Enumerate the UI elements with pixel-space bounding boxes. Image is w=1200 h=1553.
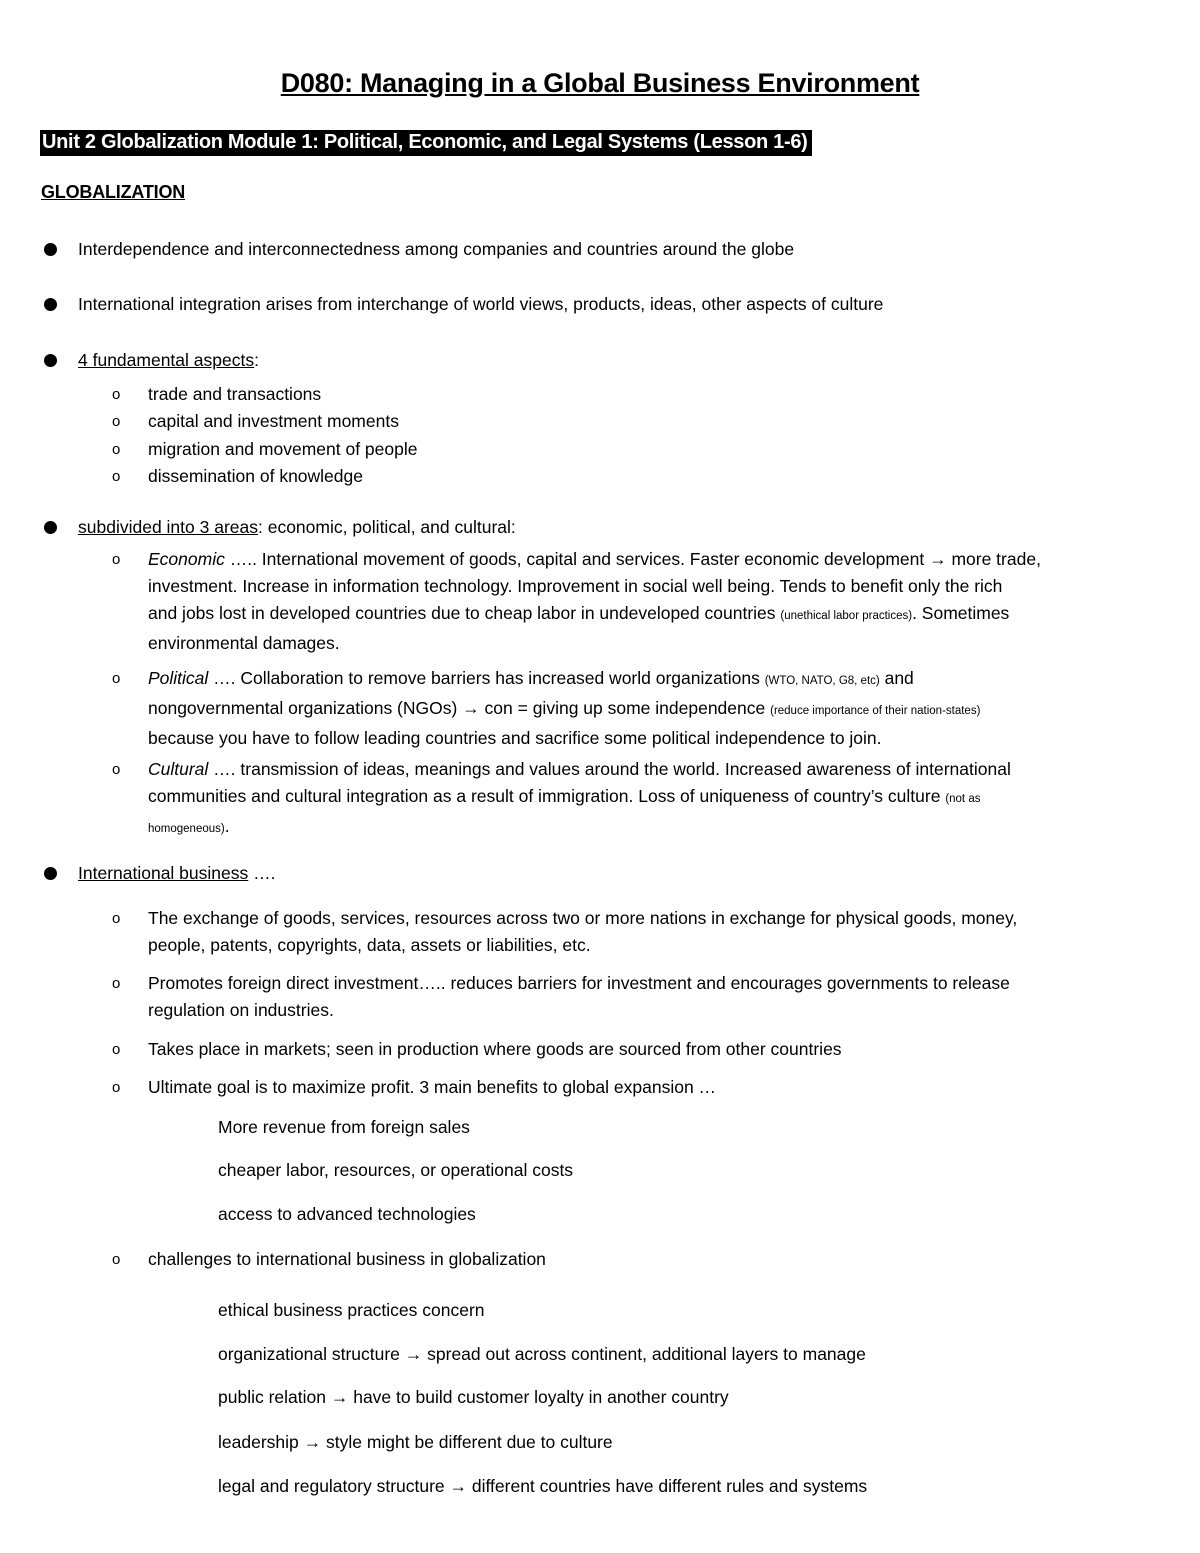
text-line: …. transmission of ideas, meanings and values around the world. Increased awareness of international [208,759,1011,779]
area-name: Cultural [148,759,209,779]
circle-marker-icon: o [112,441,121,458]
text-line: …. Collaboration to remove barriers has increased world organizations [208,668,765,688]
text-line: and [879,668,914,688]
benefit-item: access to advanced technologies [218,1204,476,1224]
benefit-item: cheaper labor, resources, or operational costs [218,1160,574,1180]
text-line: The exchange of goods, services, resources across two or more nations in exchange for physical goods, money, [148,908,1018,928]
bullet-suffix: : [254,350,259,370]
circle-marker-icon: o [112,1041,121,1058]
text-line: communities and cultural integration as a result of immigration. Loss of uniqueness of country’s culture [148,786,946,806]
bullet-icon [44,521,57,534]
area-name: Economic [148,549,225,569]
area-name: Political [148,668,209,688]
bullet-label: subdivided into 3 areas [78,517,258,537]
bullet-label: 4 fundamental aspects [78,350,255,370]
sub-item-text: migration and movement of people [148,439,418,459]
challenge-item: organizational structure → spread out across continent, additional layers to manage [218,1344,866,1364]
sub-item-text: Ultimate goal is to maximize profit. 3 main benefits to global expansion … [148,1077,717,1097]
sub-item-text: trade and transactions [148,384,322,404]
text-line: . [224,816,230,836]
sub-item-text: capital and investment moments [148,411,399,431]
text-line: . Sometimes [912,603,1010,623]
bullet-icon [44,243,57,256]
text-line: because you have to follow leading countries and sacrifice some political independence to join. [148,728,882,748]
unit-heading: Unit 2 Globalization Module 1: Political, Economic, and Legal Systems (Lesson 1-6) [40,130,812,156]
sub-item-text [148,756,1168,843]
bullet-icon [44,354,57,367]
bullet-icon [44,298,57,311]
circle-marker-icon: o [112,468,121,485]
challenge-item: legal and regulatory structure → different countries have different rules and systems [218,1476,868,1496]
sub-item-text: dissemination of knowledge [148,466,363,486]
text-line: and jobs lost in developed countries due to cheap labor in undeveloped countries [148,603,781,623]
benefit-item: More revenue from foreign sales [218,1117,470,1137]
area-note: (unethical labor practices) [780,610,913,622]
text-line: regulation on industries. [148,1000,334,1020]
circle-marker-icon: o [112,975,121,992]
sub-item-text: challenges to international business in globalization [148,1249,546,1269]
bullet-text: Interdependence and interconnectedness among companies and countries around the globe [78,239,795,259]
challenge-item: leadership → style might be different due to culture [218,1432,613,1452]
bullet-label: International business [78,863,249,883]
sub-item-text [148,665,1168,752]
circle-marker-icon: o [112,413,121,430]
text-line: ….. International movement of goods, capital and services. Faster economic development → more trade, [224,549,1041,569]
challenge-item: ethical business practices concern [218,1300,485,1320]
text-line: nongovernmental organizations (NGOs) → con = giving up some independence [148,698,771,718]
area-note: (reduce importance of their nation-states) [770,705,981,717]
circle-marker-icon: o [112,670,121,687]
circle-marker-icon: o [112,1079,121,1096]
bullet-text [78,514,516,541]
area-note: homogeneous) [148,823,225,835]
text-line: Promotes foreign direct investment….. reduces barriers for investment and encourages governments to release [148,973,1010,993]
bullet-text [78,347,259,374]
section-heading: GLOBALIZATION [41,182,186,202]
bullet-suffix: : economic, political, and cultural: [257,517,516,537]
bullet-text: International integration arises from interchange of world views, products, ideas, other aspects of culture [78,294,884,314]
sub-item-text: Takes place in markets; seen in production where goods are sourced from other countries [148,1039,842,1059]
circle-marker-icon: o [112,1251,121,1268]
text-line: people, patents, copyrights, data, assets or liabilities, etc. [148,935,591,955]
document-title: D080: Managing in a Global Business Environment [280,68,920,98]
circle-marker-icon: o [112,551,121,568]
bullet-icon [44,867,57,880]
circle-marker-icon: o [112,761,121,778]
circle-marker-icon: o [112,386,121,403]
text-line: environmental damages. [148,633,340,653]
sub-item-text [148,546,1168,657]
sub-item-text [148,905,1168,959]
bullet-text [78,860,275,887]
area-note: (WTO, NATO, G8, etc) [764,675,880,687]
sub-item-text [148,970,1168,1024]
bullet-suffix: …. [248,863,276,883]
area-note: (not as [945,793,981,805]
challenge-item: public relation → have to build customer loyalty in another country [218,1387,729,1407]
text-line: investment. Increase in information technology. Improvement in social well being. Tends to benefit only the rich [148,576,1003,596]
circle-marker-icon: o [112,910,121,927]
